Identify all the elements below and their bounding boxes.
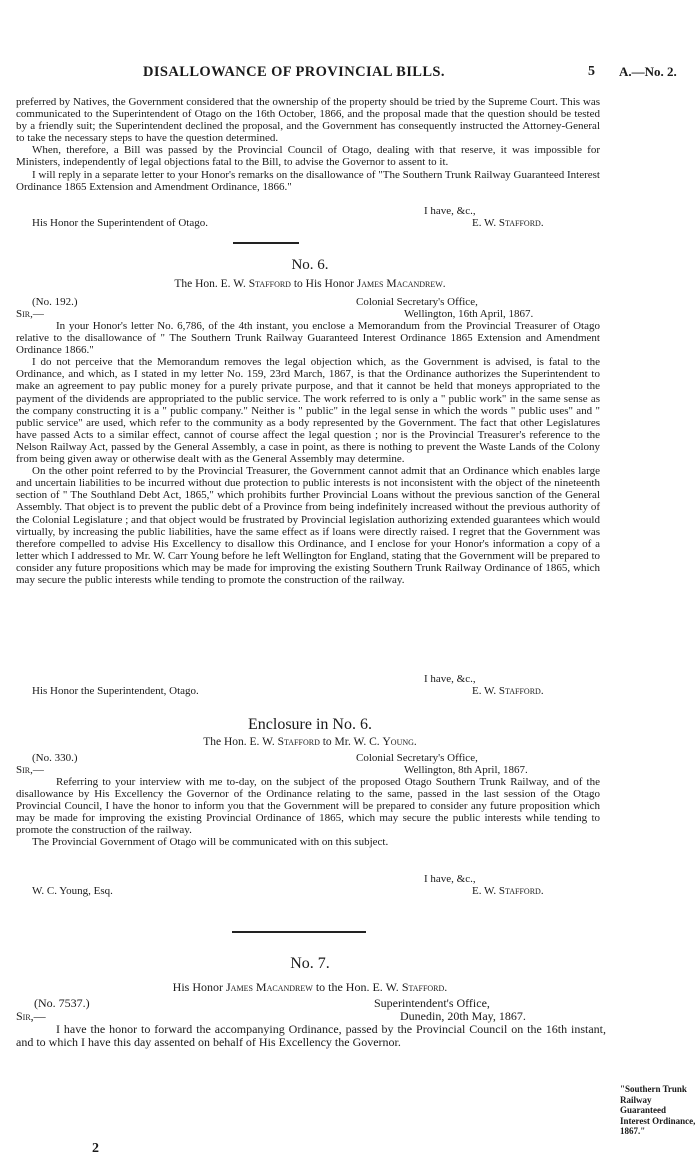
no6-salutation: Sir,— — [16, 308, 44, 320]
folio-signature-mark: 2 — [92, 1141, 99, 1156]
intro-addressee: His Honor the Superintendent of Otago. — [32, 217, 208, 229]
enclosure-addressee: W. C. Young, Esq. — [32, 885, 113, 897]
no6-subheading-mid: to His Honor — [293, 278, 354, 290]
page-number: 5 — [588, 64, 595, 79]
enclosure-letter-body — [16, 776, 600, 849]
no6-office: Colonial Secretary's Office, — [356, 296, 478, 308]
page-title: DISALLOWANCE OF PROVINCIAL BILLS. — [143, 64, 445, 80]
no6-letter-body — [16, 320, 600, 586]
no7-salutation: Sir,— — [16, 1009, 46, 1023]
no7-subheading — [0, 980, 620, 995]
enclosure-subheading-prefix: The Hon. E. W. — [203, 736, 275, 748]
enclosure-signature-row — [16, 885, 600, 897]
no7-date: Dunedin, 20th May, 1867. — [400, 1009, 526, 1023]
enclosure-signature: E. W. Stafford. — [472, 885, 544, 897]
no6-subheading-prefix: The Hon. E. W. — [174, 278, 246, 290]
intro-signature: E. W. Stafford. — [472, 217, 544, 229]
intro-signature-row — [16, 217, 600, 229]
no6-sender: Stafford — [248, 278, 291, 290]
no7-office: Superintendent's Office, — [374, 996, 490, 1010]
enclosure-paragraph: The Provincial Government of Otago will be communicated with on this subject. — [32, 836, 389, 849]
no7-subheading-mid: to the Hon. E. W. — [315, 980, 399, 994]
enclosure-date: Wellington, 8th April, 1867. — [404, 764, 528, 776]
no7-recipient: Stafford. — [401, 980, 448, 994]
no6-recipient: James Macandrew. — [356, 278, 446, 290]
no6-paragraph: In your Honor's letter No. 6,786, of the 4th instant, you enclose a Memorandum from the Provincial Treasurer of Otago relative to the disallowance of " The Southern Trunk Railway Guaranteed Interest Ordinance 1865 Extension and Amendment Ordinance 1866." — [16, 320, 600, 357]
no7-sender: James Macandrew — [226, 980, 313, 994]
no7-paragraph: I have the honor to forward the accompanying Ordinance, passed by the Provincial Council on the 16th instant, and to which I have this day assented on behalf of His Excellency the Governor. — [16, 1022, 606, 1049]
no6-closing: I have, &c., — [424, 673, 476, 685]
enclosure-letter-number: (No. 330.) — [32, 752, 78, 764]
running-header — [0, 64, 700, 84]
enclosure-office: Colonial Secretary's Office, — [356, 752, 478, 764]
no6-signature-row — [16, 685, 600, 697]
no7-subheading-prefix: His Honor — [172, 980, 224, 994]
intro-closing: I have, &c., — [424, 205, 476, 217]
enclosure-salutation: Sir,— — [16, 764, 44, 776]
margin-note: "Southern Trunk Railway Guaranteed Interest Ordinance, 1867." — [620, 1084, 696, 1136]
no7-heading: No. 7. — [290, 955, 330, 972]
intro-letter-body — [16, 96, 600, 193]
enclosure-paragraph: Referring to your interview with me to-day, on the subject of the proposed Otago Southern Trunk Railway, and of the disallowance by His Excellency the Governor of the Ordinance relating to the same, passed in the last session of the Otago Provincial Council, I have the honor to inform you that the Government will be prepared to consider any future proposition which may be made for improving the existing Provincial Ordinance of 1865, which may secure the public interests while tending to promote the construction of the railway. — [16, 776, 600, 837]
enclosure-heading: Enclosure in No. 6. — [248, 716, 372, 733]
no6-letter-number: (No. 192.) — [32, 296, 78, 308]
no6-paragraph: I do not perceive that the Memorandum removes the legal objection which, as the Government is advised, is fatal to the Ordinance, and which, as I stated in my letter No. 159, 23rd March, 1867, is that the Ordinance authorizes the Superintendent to make an agreement to pay public money for a purely private purpose, and that it cannot be held that moneys appropriated to the payment of the dividends are appropriated to the public service. The work referred to is only a " public work" in the same sense as the company constructing it is a " public company." Neither is " public" in the legal sense in which the words " public uses" and " public service" are used, which refer to the community as a body represented by the Government. The fact that other Legislatures have passed Acts to a similar effect, cannot of course affect the legal question ; nor is the Provincial Treasurer's reference to the Nelson Railway Act, passed by the General Assembly, a case in point, as there is nothing to prevent the Waste Lands of the Colony from being given away or otherwise dealt with as the General Assembly may determine. — [16, 356, 600, 466]
no6-addressee: His Honor the Superintendent, Otago. — [32, 685, 199, 697]
no7-letter-header — [16, 997, 600, 1023]
enclosure-subheading-mid: to Mr. W. C. — [322, 736, 380, 748]
section-divider — [233, 242, 299, 244]
enclosure-sender: Stafford — [277, 736, 320, 748]
paper-reference: A.—No. 2. — [619, 64, 677, 79]
no6-subheading — [0, 278, 620, 290]
section-divider — [232, 931, 366, 933]
enclosure-closing: I have, &c., — [424, 873, 476, 885]
no6-letter-header — [16, 296, 600, 320]
no7-letter-number: (No. 7537.) — [34, 996, 90, 1010]
no6-paragraph: On the other point referred to by the Provincial Treasurer, the Government cannot admit that an Ordinance which enables large and uncertain liabilities to be incurred without due protection to public interests is not inconsistent with the object of the nineteenth section of " The Southland Debt Act, 1865," which prohibits further Provincial Loans without the previous sanction of the General Assembly. That object is to prevent the public debt of a Province from being indefinitely increased without the previous authority of the Colonial Legislature ; and that object would be frustrated by Provincial legislation authorizing extended guarantees which would virtually, by increasing the public liabilities, have the same effect as if loans were directly raised. I regret that the Government was therefore compelled to advise His Excellency to disallow this Ordinance, and I enclose for your Honor's information a copy of a letter which I addressed to Mr. W. Carr Young before he left Wellington for England, stating that the Government will be prepared to consider any future propositions which may be made for improving the existing Southern Trunk Railway Ordinance of 1865, which may secure the public interests while tending to promote the construction of the railway. — [16, 465, 600, 586]
enclosure-recipient: Young. — [382, 736, 417, 748]
no6-signature: E. W. Stafford. — [472, 685, 544, 697]
no7-letter-body — [16, 1023, 606, 1049]
intro-paragraph: preferred by Natives, the Government considered that the ownership of the property should be tried by the Supreme Court. This was communicated to the Superintendent of Otago on the 16th October, 1866, and the proposal made that the question should be tested by a friendly suit; the Superintendent declined the proposal, and the Government has consequently instructed the Attorney-General to take the necessary steps to have the question determined. — [16, 96, 600, 145]
intro-paragraph: When, therefore, a Bill was passed by the Provincial Council of Otago, dealing with that reserve, it was impossible for Ministers, independently of legal objections fatal to the Bill, to advise the Governor to assent to it. — [16, 144, 600, 169]
no6-heading: No. 6. — [291, 257, 329, 273]
enclosure-subheading — [0, 736, 620, 748]
enclosure-letter-header — [16, 752, 600, 776]
no6-date: Wellington, 16th April, 1867. — [404, 308, 534, 320]
intro-paragraph: I will reply in a separate letter to your Honor's remarks on the disallowance of "The Southern Trunk Railway Guaranteed Interest Ordinance 1865 Extension and Amendment Ordinance, 1866." — [16, 168, 600, 193]
